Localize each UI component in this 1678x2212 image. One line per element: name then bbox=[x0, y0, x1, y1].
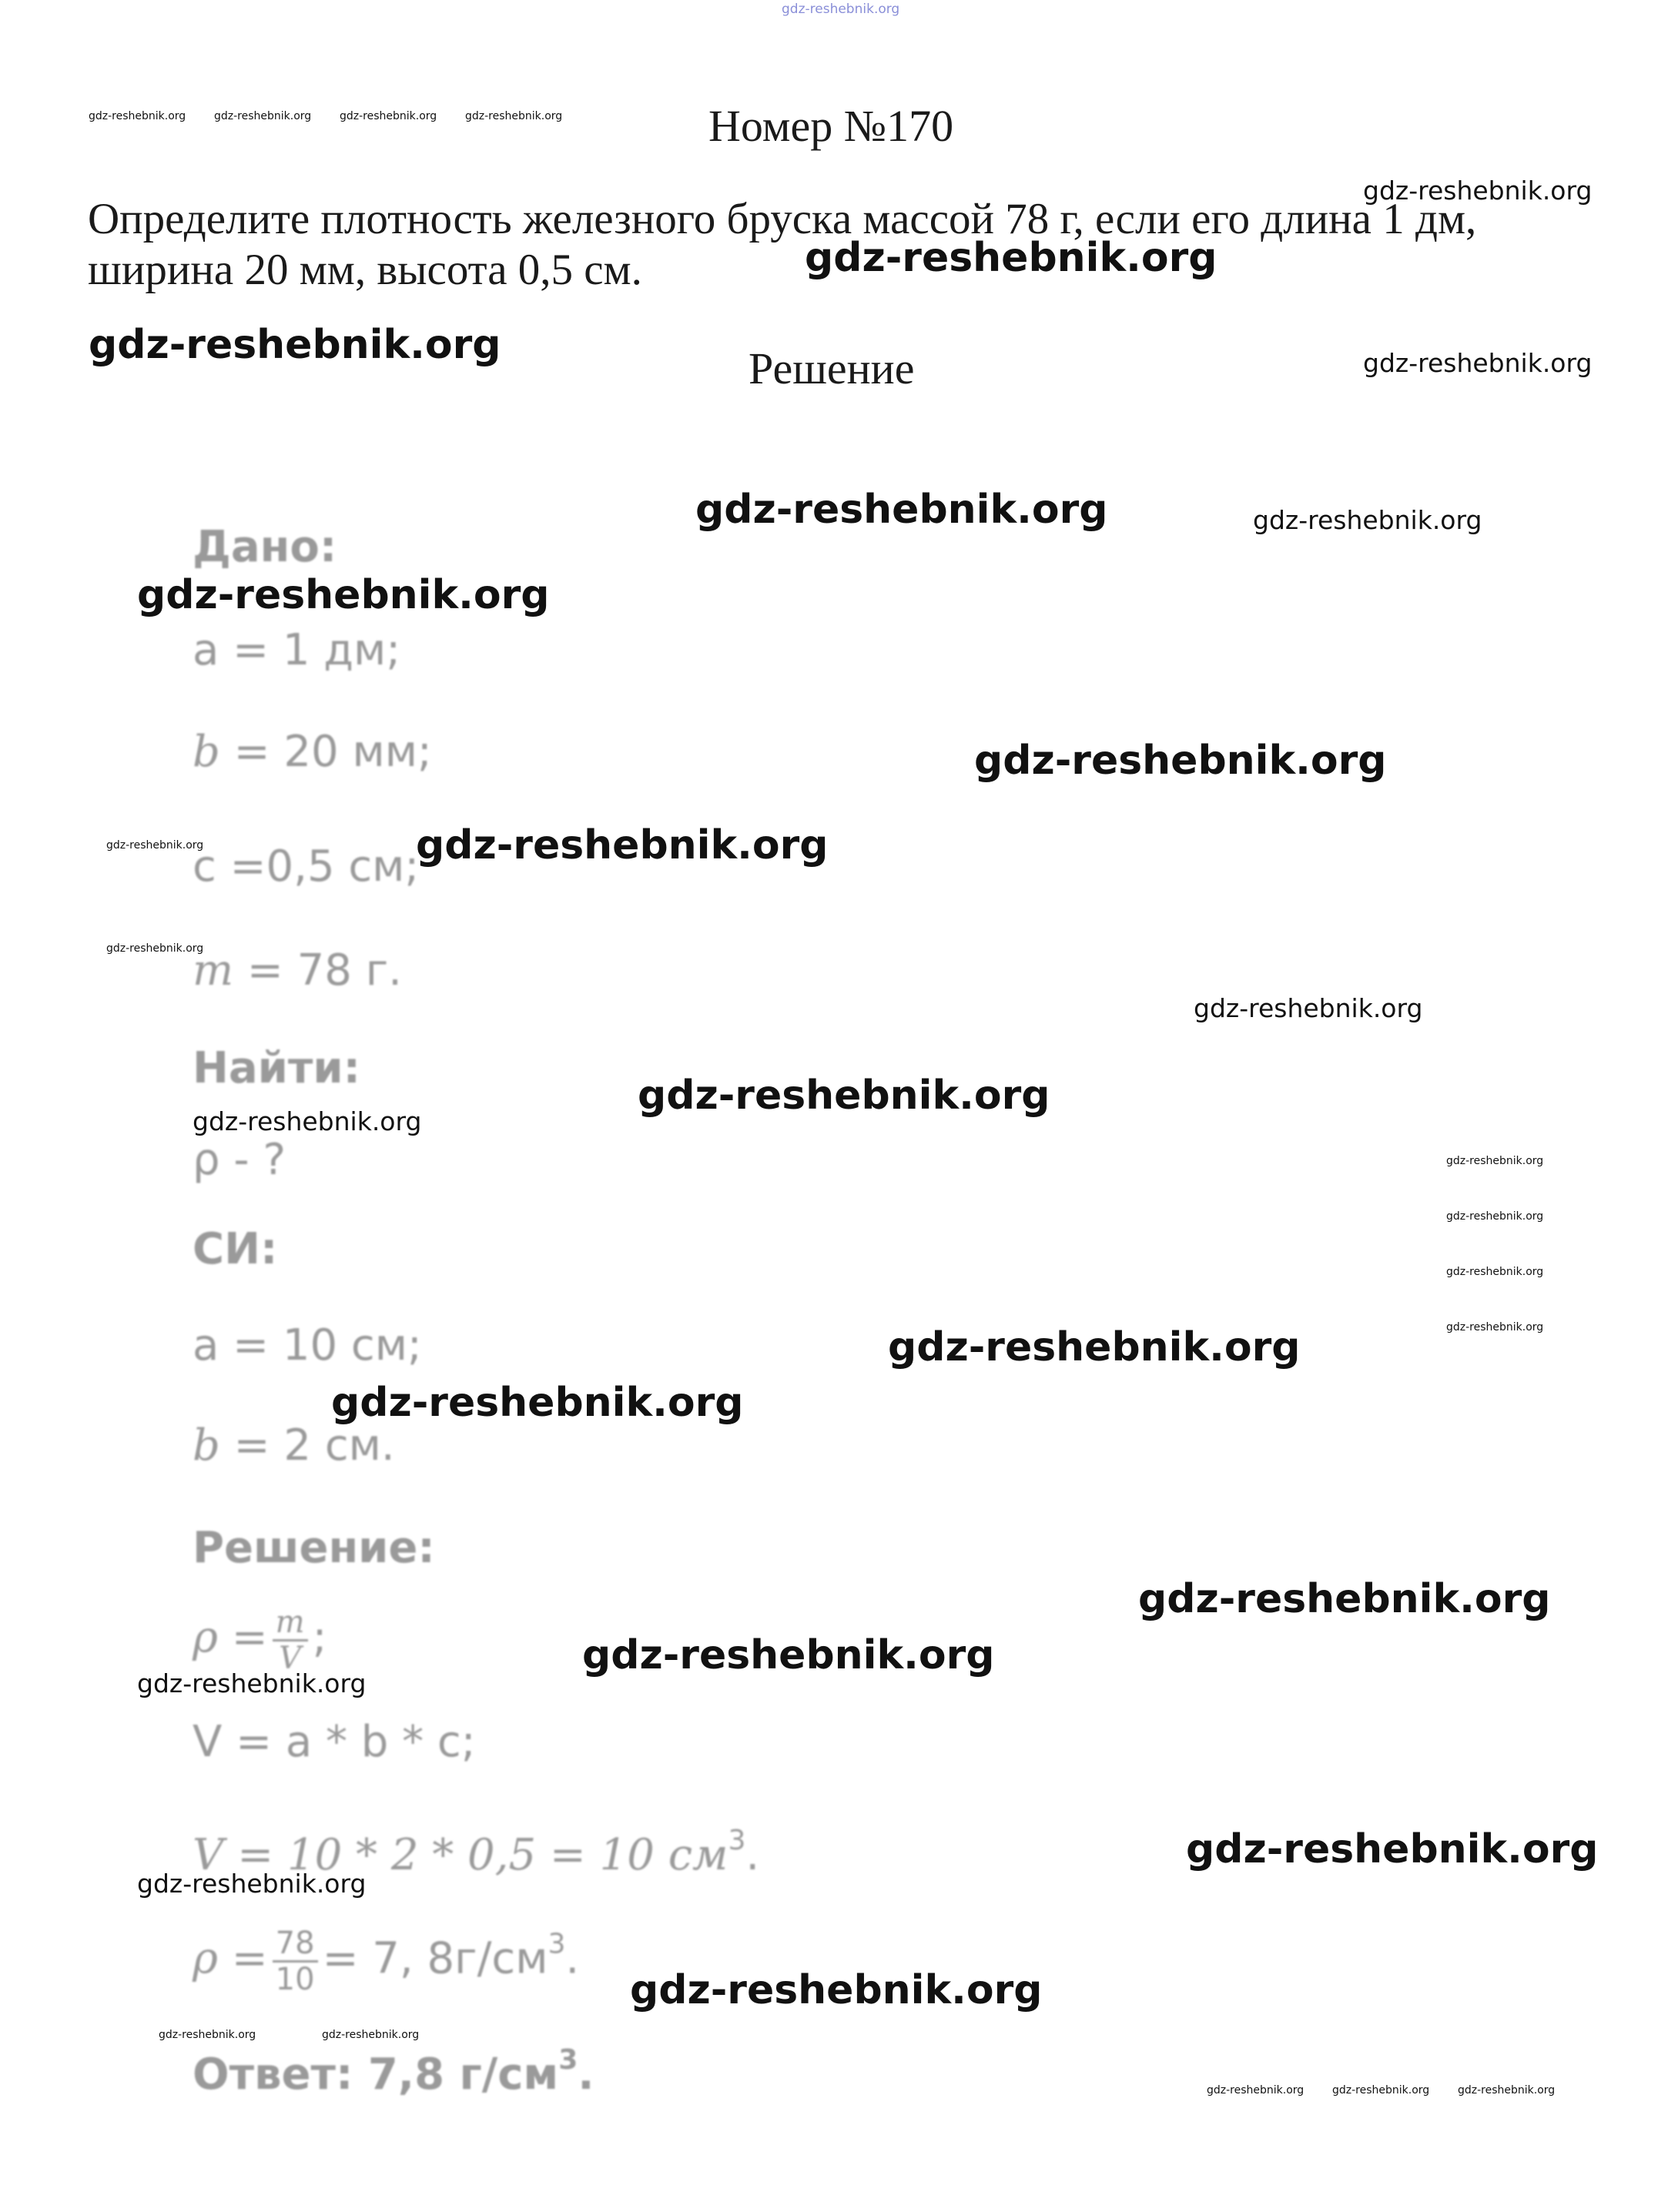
watermark: gdz-reshebnik.org bbox=[630, 1967, 1043, 2013]
fraction-denominator: V bbox=[279, 1641, 302, 1676]
watermark: gdz-reshebnik.org bbox=[1363, 176, 1593, 206]
watermark: gdz-reshebnik.org bbox=[331, 1380, 744, 1426]
fraction-denominator: 10 bbox=[275, 1962, 315, 1997]
calc-density bbox=[193, 1926, 579, 1996]
watermark: gdz-reshebnik.org bbox=[695, 487, 1108, 533]
si-label: СИ: bbox=[193, 1224, 278, 1274]
fraction-numerator: 78 bbox=[273, 1926, 318, 1963]
watermark: gdz-reshebnik.org bbox=[193, 1106, 422, 1136]
given-label: Дано: bbox=[193, 522, 337, 572]
watermark: gdz-reshebnik.org bbox=[106, 839, 204, 852]
exponent: 3 bbox=[548, 1928, 566, 1960]
watermark: gdz-reshebnik.org bbox=[1253, 505, 1482, 535]
calc-rhs: = 7, 8г/см bbox=[322, 1933, 548, 1984]
watermark: gdz-reshebnik.org bbox=[1446, 1266, 1544, 1278]
watermark: gdz-reshebnik.org bbox=[159, 2029, 256, 2041]
watermark: gdz-reshebnik.org bbox=[1332, 2084, 1430, 2097]
given-b-value: = 20 мм; bbox=[219, 727, 432, 777]
formula-volume: V = a * b * c; bbox=[193, 1717, 476, 1767]
calc-end: . bbox=[565, 1933, 580, 1984]
watermark: gdz-reshebnik.org bbox=[974, 738, 1387, 784]
si-b bbox=[193, 1421, 395, 1471]
watermark: gdz-reshebnik.org bbox=[214, 110, 312, 122]
watermark: gdz-reshebnik.org bbox=[638, 1073, 1050, 1119]
var-m: m bbox=[193, 945, 234, 996]
watermark: gdz-reshebnik.org bbox=[1363, 348, 1593, 378]
watermark: gdz-reshebnik.org bbox=[1458, 2084, 1556, 2097]
watermark: gdz-reshebnik.org bbox=[1207, 2084, 1305, 2097]
answer-end: . bbox=[578, 2050, 595, 2100]
var-b: b bbox=[193, 727, 220, 777]
watermark: gdz-reshebnik.org bbox=[137, 572, 550, 618]
solution-heading: Решение bbox=[749, 343, 915, 393]
var-b: b bbox=[193, 1421, 220, 1471]
si-a: a = 10 см; bbox=[193, 1320, 422, 1370]
watermark: gdz-reshebnik.org bbox=[137, 1869, 367, 1899]
watermark: gdz-reshebnik.org bbox=[1446, 1210, 1544, 1223]
answer-text: Ответ: 7,8 г/см bbox=[193, 2050, 559, 2100]
find-rho: ρ - ? bbox=[193, 1135, 286, 1185]
watermark: gdz-reshebnik.org bbox=[137, 1668, 367, 1698]
watermark: gdz-reshebnik.org bbox=[322, 2029, 420, 2041]
watermark: gdz-reshebnik.org bbox=[805, 235, 1217, 281]
given-m-value: = 78 г. bbox=[233, 945, 402, 996]
page-title: Номер №170 bbox=[708, 101, 954, 151]
exponent: 3 bbox=[558, 2044, 578, 2076]
watermark: gdz-reshebnik.org bbox=[1446, 1321, 1544, 1334]
given-c: c =0,5 см; bbox=[193, 842, 420, 892]
watermark: gdz-reshebnik.org bbox=[582, 1632, 995, 1678]
watermark: gdz-reshebnik.org bbox=[888, 1324, 1301, 1370]
watermark: gdz-reshebnik.org bbox=[89, 110, 186, 122]
watermark: gdz-reshebnik.org bbox=[416, 822, 829, 868]
watermark: gdz-reshebnik.org bbox=[1186, 1826, 1599, 1872]
formula-end: ; bbox=[312, 1612, 327, 1663]
watermark: gdz-reshebnik.org bbox=[340, 110, 437, 122]
fraction-numerator: m bbox=[273, 1605, 308, 1641]
calc-end: . bbox=[745, 1830, 760, 1880]
find-label: Найти: bbox=[193, 1043, 360, 1093]
given-a: a = 1 дм; bbox=[193, 625, 401, 675]
formula-lhs: ρ = bbox=[193, 1612, 268, 1663]
watermark: gdz-reshebnik.org bbox=[1446, 1155, 1544, 1167]
si-b-value: = 2 см. bbox=[219, 1421, 395, 1471]
watermark: gdz-reshebnik.org bbox=[1138, 1576, 1551, 1622]
given-b bbox=[193, 727, 432, 777]
calc-lhs: ρ = bbox=[193, 1933, 268, 1984]
watermark: gdz-reshebnik.org bbox=[106, 942, 204, 955]
given-m bbox=[193, 945, 402, 996]
formula-density bbox=[193, 1605, 327, 1675]
watermark: gdz-reshebnik.org bbox=[89, 322, 501, 368]
exponent: 3 bbox=[728, 1825, 746, 1856]
solution-label: Решение: bbox=[193, 1523, 435, 1573]
answer bbox=[193, 2044, 595, 2100]
formula-fraction bbox=[273, 1605, 308, 1675]
task-text: Определите плотность железного бруска массой 78 г, если его длина 1 дм, ширина 20 мм, высота 0,5 см. bbox=[88, 195, 1477, 294]
calc-volume-text: V = 10 * 2 * 0,5 = 10 см bbox=[193, 1830, 728, 1880]
watermark: gdz-reshebnik.org bbox=[465, 110, 563, 122]
watermark: gdz-reshebnik.org bbox=[1194, 993, 1423, 1023]
top-watermark: gdz-reshebnik.org bbox=[782, 2, 900, 17]
calc-fraction bbox=[273, 1926, 318, 1996]
